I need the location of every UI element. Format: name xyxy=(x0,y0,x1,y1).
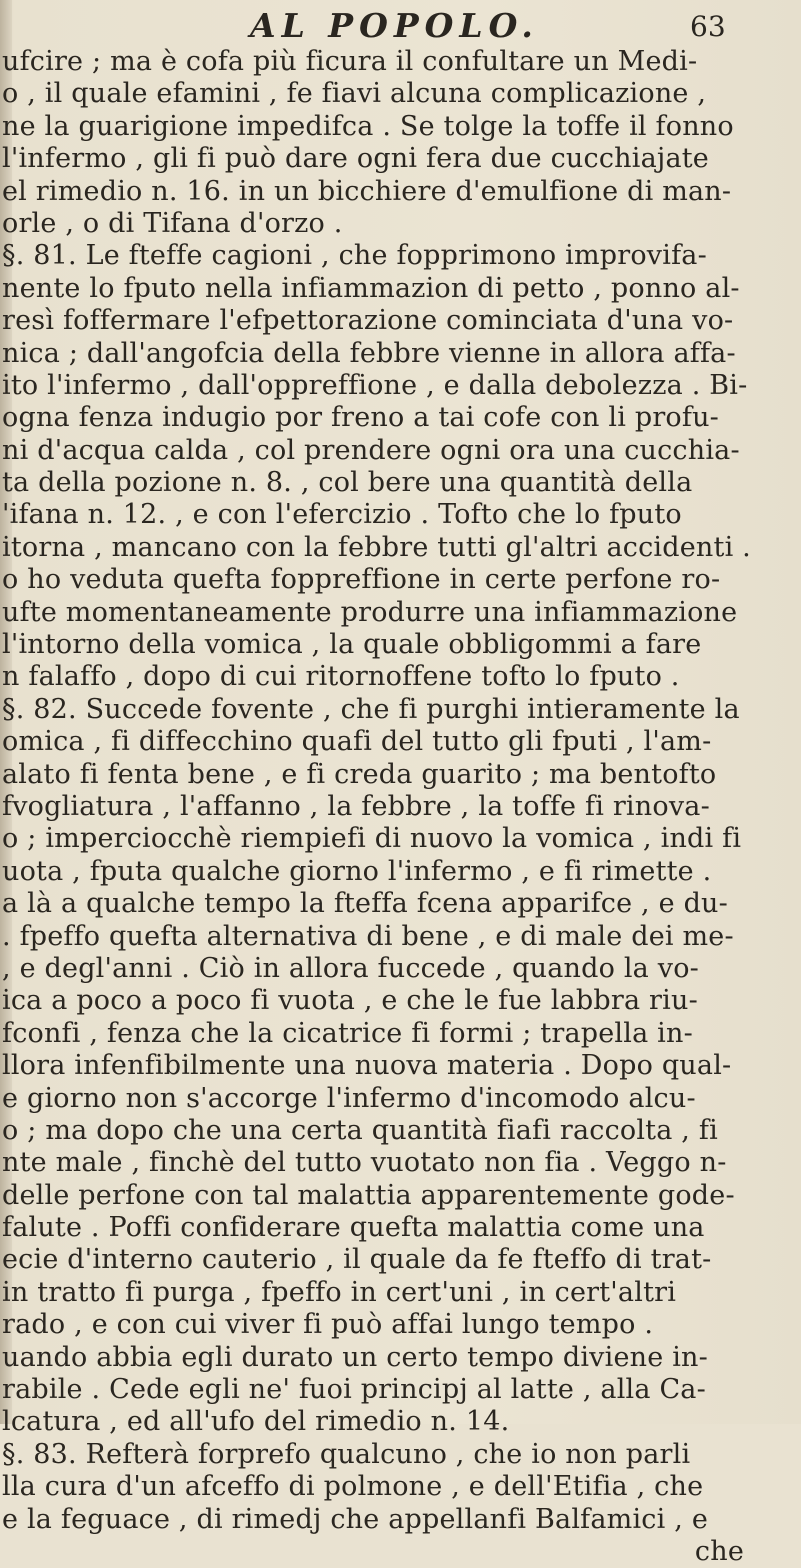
text-line: nica ; dall'angofcia della febbre vienne in allora affa- xyxy=(2,337,736,369)
text-line: rabile . Cede egli ne' fuoi principj al latte , alla Ca- xyxy=(2,1374,706,1406)
text-line: lcatura , ed all'ufo del rimedio n. 14. xyxy=(2,1406,510,1438)
text-line: §. 83. Refterà forprefo qualcuno , che io non parli xyxy=(2,1438,691,1470)
text-line: §. 82. Succede fovente , che fi purghi intieramente la xyxy=(2,693,740,725)
text-line: a là a qualche tempo la fteffa fcena apparifce , e du- xyxy=(2,888,728,920)
text-line: in tratto fi purga , fpeffo in cert'uni , in cert'altri xyxy=(2,1276,677,1308)
text-line: n falaffo , dopo di cui ritornoffene tofto lo fputo . xyxy=(2,661,680,693)
text-line: ito l'infermo , dall'oppreffione , e dalla debolezza . Bi- xyxy=(2,369,748,401)
text-line: ecie d'interno cauterio , il quale da fe fteffo di trat- xyxy=(2,1244,712,1276)
text-line: alato fi fenta bene , e fi creda guarito ; ma bentofto xyxy=(2,758,717,790)
catchword: che xyxy=(694,1535,744,1567)
running-title: AL POPOLO. xyxy=(250,6,539,45)
text-line: ogna fenza indugio por freno a tai cofe con li profu- xyxy=(2,402,719,434)
text-line: l'infermo , gli fi può dare ogni fera due cucchiajate xyxy=(2,143,709,175)
text-line: §. 81. Le fteffe cagioni , che fopprimono improvifa- xyxy=(2,240,707,272)
text-line: l'intorno della vomica , la quale obbligommi a fare xyxy=(2,629,702,661)
text-line: itorna , mancano con la febbre tutti gl'altri accidenti . xyxy=(2,531,751,563)
text-line: omica , fi diffecchino quafi del tutto gli fputi , l'am- xyxy=(2,726,712,758)
text-line: o ho veduta quefta foppreffione in certe perfone ro- xyxy=(2,564,721,596)
text-line: o ; ma dopo che una certa quantità fiafi raccolta , fi xyxy=(2,1114,718,1146)
text-line: uota , fputa qualche giorno l'infermo , e fi rimette . xyxy=(2,855,712,887)
body-text xyxy=(2,46,792,1568)
text-line: o ; imperciocchè riempiefi di nuovo la vomica , indi fi xyxy=(2,823,742,855)
text-line: ufcire ; ma è cofa più ficura il confultare un Medi- xyxy=(2,46,698,77)
text-line: 'ifana n. 12. , e con l'efercizio . Tofto che lo fputo xyxy=(2,499,682,531)
text-line: o , il quale efamini , fe fiavi alcuna complicazione , xyxy=(2,78,707,110)
text-line: orle , o di Tifana d'orzo . xyxy=(2,207,343,239)
text-line: ne la guarigione impedifca . Se tolge la toffe il fonno xyxy=(2,110,734,142)
text-line: ta della pozione n. 8. , col bere una quantità della xyxy=(2,467,693,499)
text-line: ufte momentaneamente produrre una infiammazione xyxy=(2,596,738,628)
text-line: fvogliatura , l'affanno , la febbre , la toffe fi rinova- xyxy=(2,790,710,822)
text-line: fconfi , fenza che la cicatrice fi formi ; trapella in- xyxy=(2,1017,693,1049)
text-line: delle perfone con tal malattia apparentemente gode- xyxy=(2,1179,735,1211)
text-line: nte male , finchè del tutto vuotato non fia . Veggo n- xyxy=(2,1147,727,1179)
text-line: falute . Poffi confiderare quefta malattia come una xyxy=(2,1212,705,1244)
text-line: el rimedio n. 16. in un bicchiere d'emulfione di man- xyxy=(2,175,732,207)
text-line: rado , e con cui viver fi può affai lungo tempo . xyxy=(2,1309,654,1341)
text-line: llora infenfibilmente una nuova materia . Dopo qual- xyxy=(2,1050,732,1082)
text-line: ica a poco a poco fi vuota , e che le fue labbra riu- xyxy=(2,985,698,1017)
text-line: ni d'acqua calda , col prendere ogni ora una cucchia- xyxy=(2,434,740,466)
text-line: uando abbia egli durato un certo tempo diviene in- xyxy=(2,1341,708,1373)
text-line: resì foffermare l'efpettorazione cominciata d'una vo- xyxy=(2,305,734,337)
text-line: , e degl'anni . Ciò in allora fuccede , quando la vo- xyxy=(2,952,699,984)
page-number: 63 xyxy=(690,10,726,43)
text-line: . fpeffo quefta alternativa di bene , e di male dei me- xyxy=(2,920,734,952)
text-line: lla cura d'un afceffo di polmone , e dell'Etifia , che xyxy=(2,1471,704,1503)
page-header xyxy=(0,4,801,44)
text-line: nente lo fputo nella infiammazion di petto , ponno al- xyxy=(2,272,740,304)
text-line: e giorno non s'accorge l'infermo d'incomodo alcu- xyxy=(2,1082,696,1114)
text-line: e la feguace , di rimedj che appellanfi Balfamici , e xyxy=(2,1503,708,1535)
